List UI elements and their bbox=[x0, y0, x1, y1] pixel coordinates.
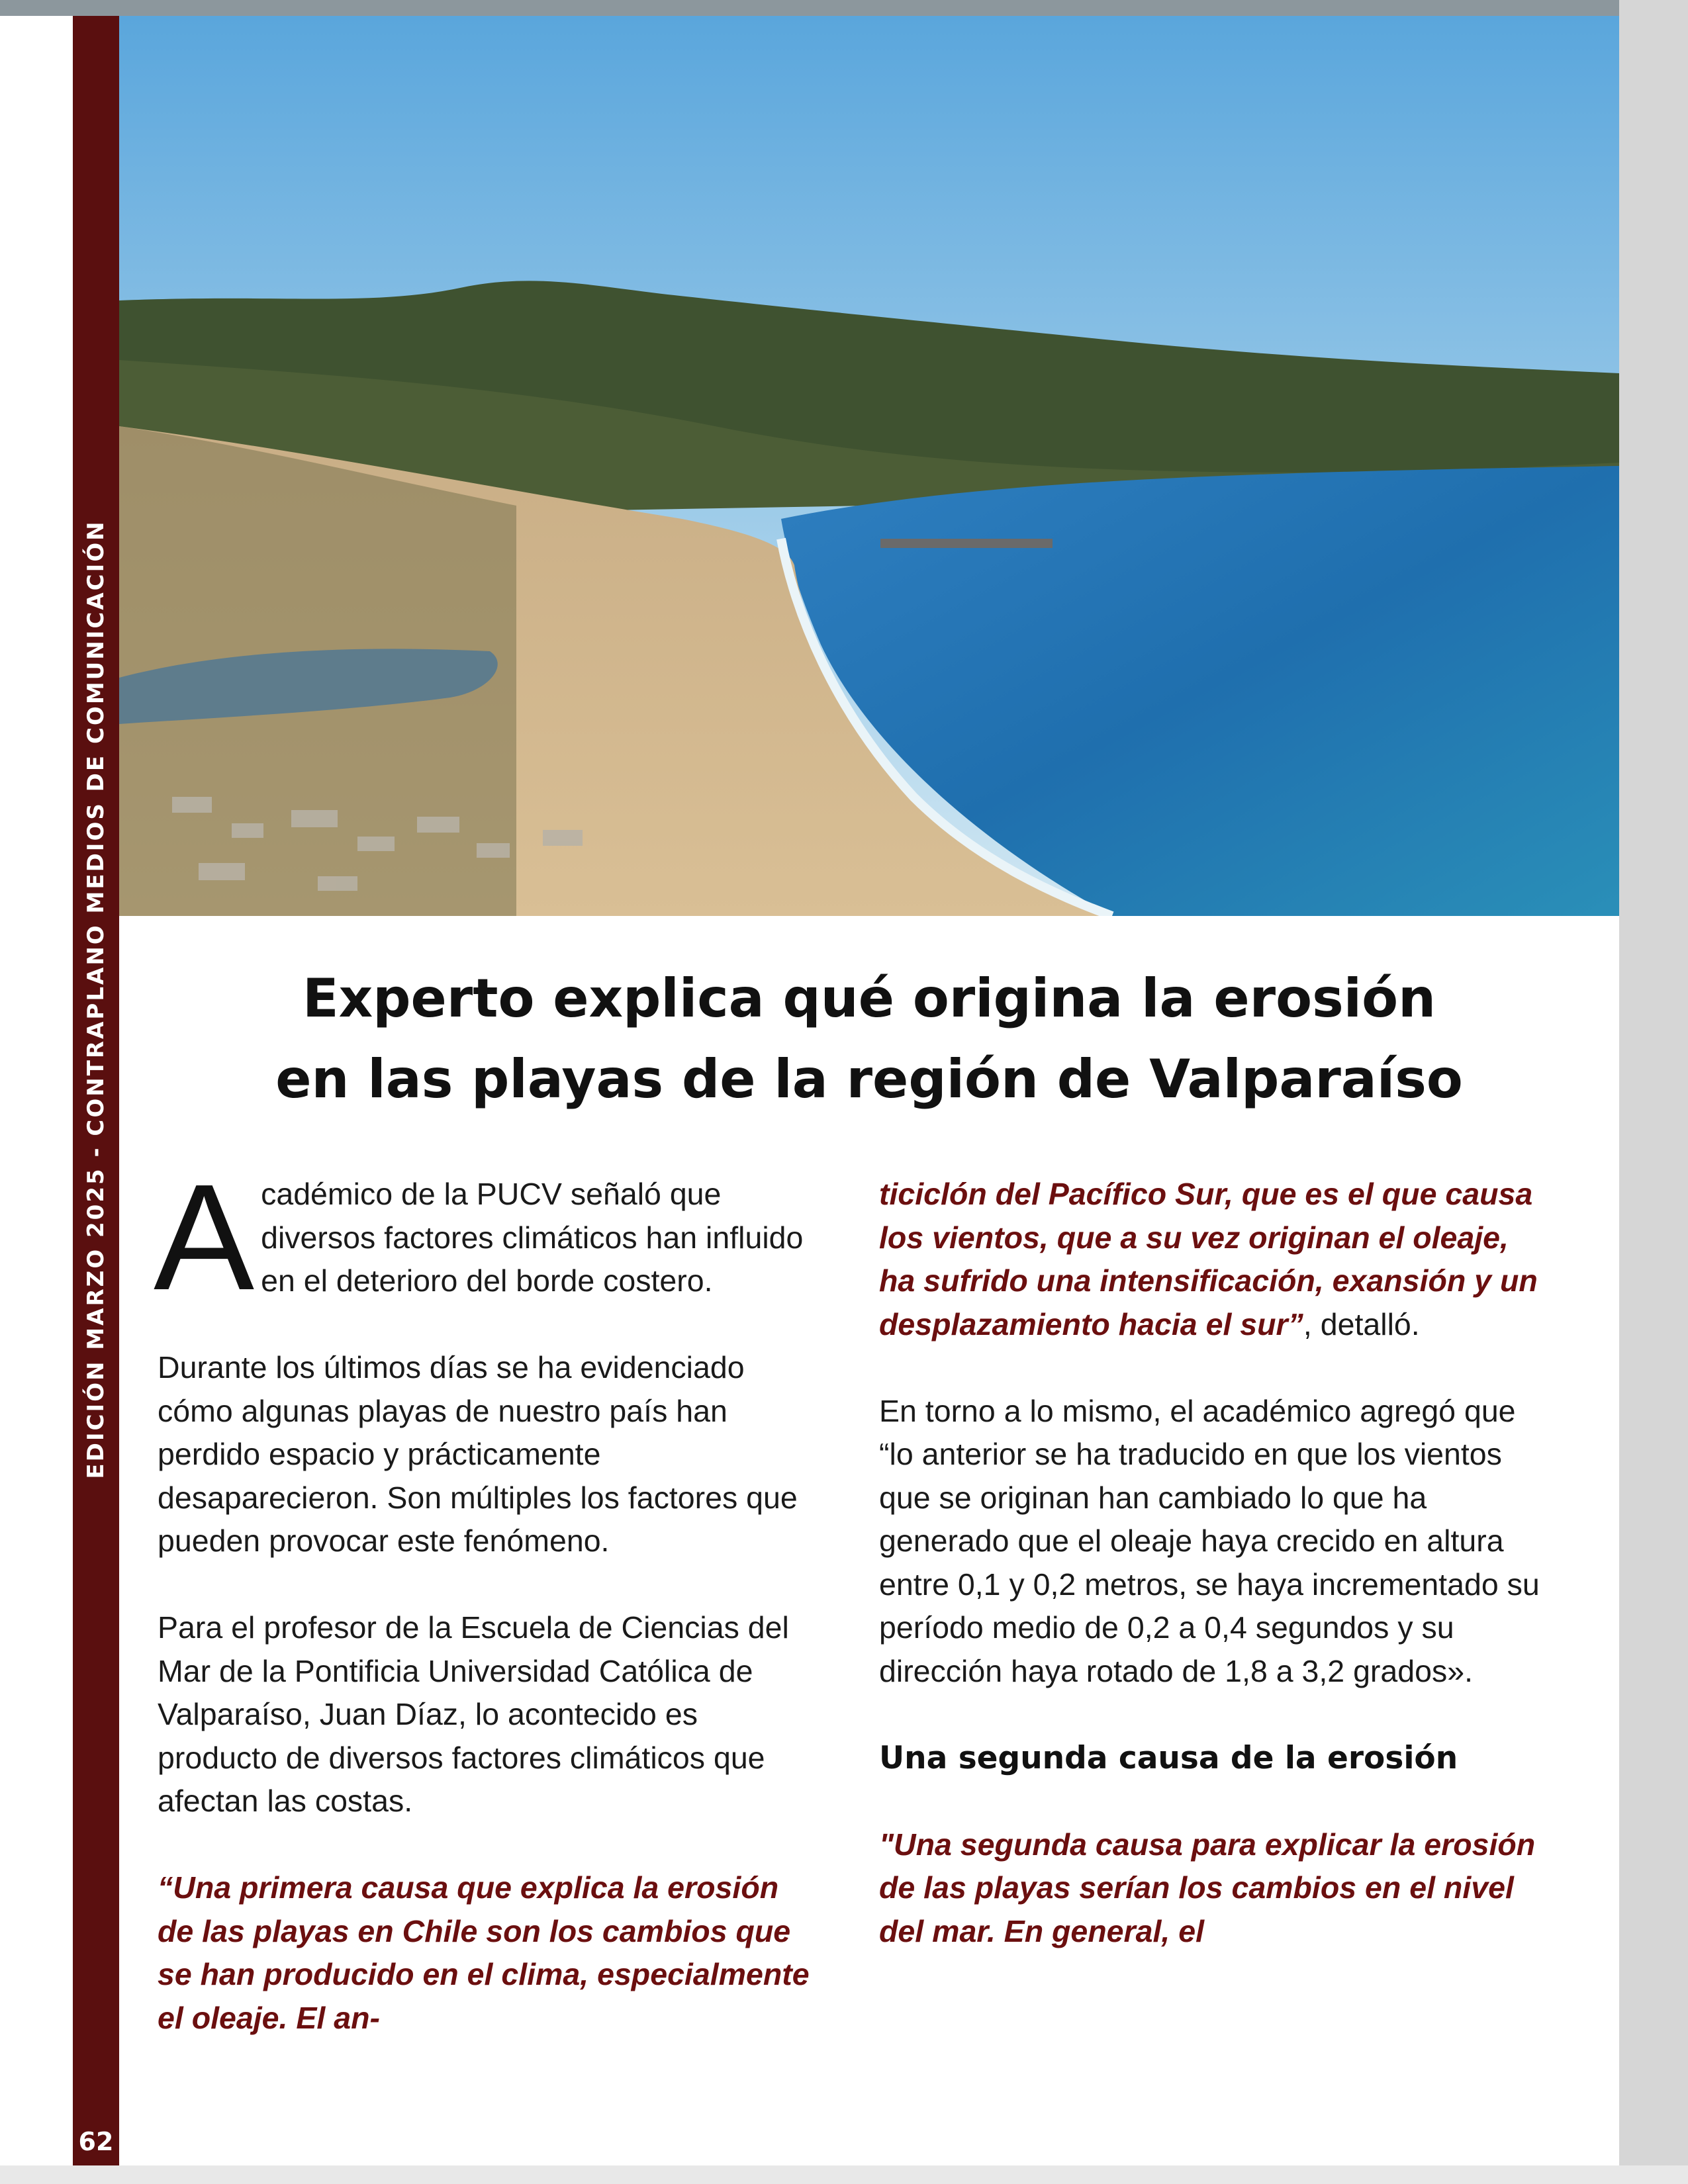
headline-line-1: Experto explica qué origina la erosión bbox=[302, 968, 1436, 1029]
pull-quote: "Una segunda causa para explicar la erosión de las playas serían los cambios en el nivel del mar. En general, el bbox=[879, 1827, 1536, 1948]
page-edge-right bbox=[1619, 0, 1688, 2184]
article-column-right bbox=[879, 1173, 1541, 1997]
page-edge-top bbox=[0, 0, 1688, 16]
article-column-left bbox=[154, 1154, 820, 2083]
spine-edition-text: EDICIÓN MARZO 2025 - CONTRAPLANO MEDIOS DE COMUNICACIÓN bbox=[83, 520, 109, 1479]
quote-attribution: , detalló. bbox=[1303, 1306, 1420, 1342]
page-edge-bottom bbox=[0, 2165, 1688, 2184]
headline-line-2: en las playas de la región de Valparaíso bbox=[275, 1048, 1463, 1110]
page-number: 62 bbox=[78, 2127, 114, 2156]
lede-paragraph bbox=[154, 1154, 820, 1322]
section-subheading: Una segunda causa de la erosión bbox=[879, 1739, 1458, 1776]
body-paragraph: Para el profesor de la Escuela de Ciencias del Mar de la Pontificia Universidad Católica de Valparaíso, Juan Díaz, lo acontecido es producto de diversos factores climáticos que afectan las costas. bbox=[158, 1610, 789, 1818]
drop-cap: A bbox=[154, 1154, 255, 1322]
quote-continuation-paragraph bbox=[879, 1173, 1541, 1346]
hero-photo-coastline bbox=[119, 16, 1619, 916]
lede-text: cadémico de la PUCV señaló que diversos factores climáticos han influido en el deterioro del borde costero. bbox=[261, 1177, 804, 1298]
pull-quote: “Una primera causa que explica la erosión de las playas en Chile son los cambios que se han producido en el clima, especialmente el oleaje. El an- bbox=[158, 1870, 810, 2035]
body-paragraph: Durante los últimos días se ha evidenciado cómo algunas playas de nuestro país han perdido espacio y prácticamente desaparecieron. Son múltiples los factores que pueden provocar este fenómeno. bbox=[158, 1350, 798, 1558]
article-headline bbox=[119, 958, 1619, 1120]
pull-quote-continuation: ticiclón del Pacífico Sur, que es el que causa los vientos, que a su vez originan el oleaje, ha sufrido una intensificación, exansión y un desplazamiento hacia el sur” bbox=[879, 1177, 1538, 1342]
body-paragraph: En torno a lo mismo, el académico agregó que “lo anterior se ha traducido en que los vientos que se originan han cambiado lo que ha generado que el oleaje haya crecido en altura entre 0,1 y 0,2 metros, se haya incrementado su período medio de 0,2 a 0,4 segundos y su dirección haya rotado de 1,8 a 3,2 grados». bbox=[879, 1393, 1540, 1688]
